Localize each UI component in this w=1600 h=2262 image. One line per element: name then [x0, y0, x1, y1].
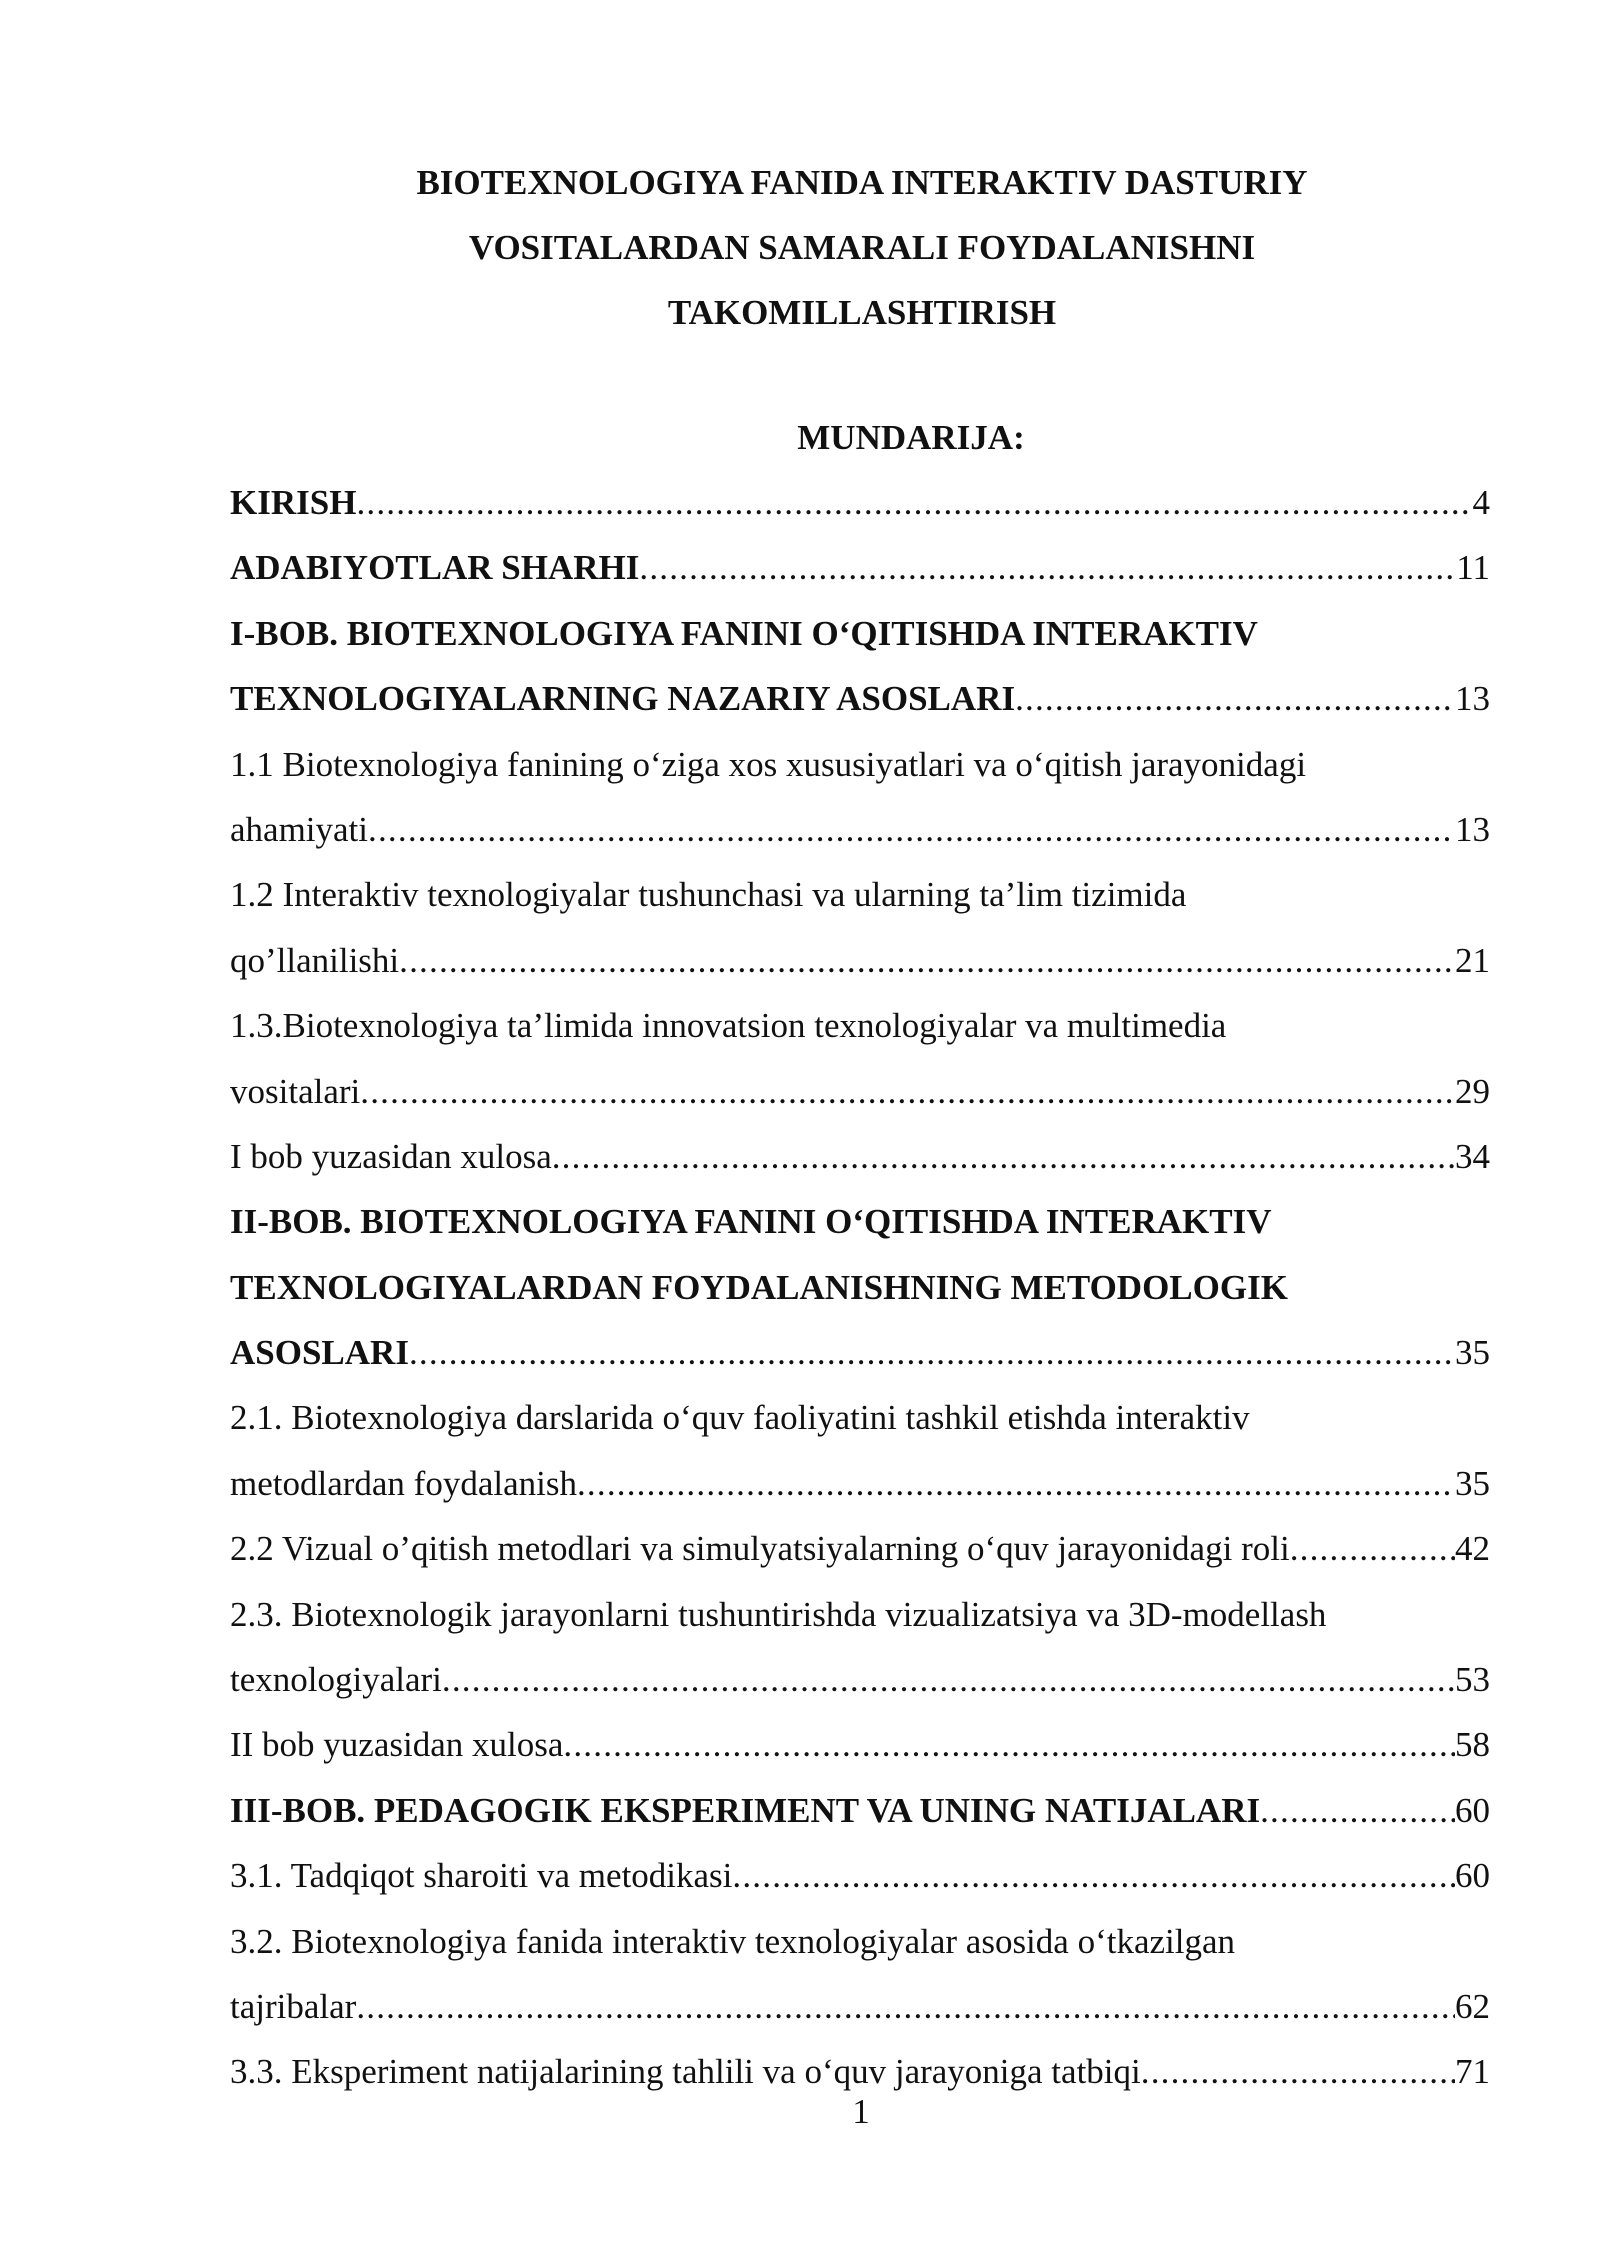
- toc-entry-title: 1.1 Biotexnologiya fanining o‘ziga xos xususiyatlari va o‘qitish jarayonidagi: [230, 744, 1307, 784]
- dot-leader: [409, 1320, 1455, 1385]
- toc-entry-page-number: 60: [1455, 1790, 1490, 1830]
- toc-entry-page-number: 13: [1455, 809, 1490, 849]
- dot-leader: [356, 1974, 1455, 2039]
- toc-entry[interactable]: [230, 1712, 1490, 1777]
- toc-entry-page-number: 53: [1455, 1660, 1490, 1700]
- toc-entry-page-number: 35: [1455, 1333, 1490, 1373]
- toc-entry-title: ahamiyati: [230, 809, 369, 849]
- toc-entry[interactable]: [230, 928, 1490, 993]
- dot-leader: [368, 797, 1455, 862]
- toc-entry-title: 1.3.Biotexnologiya ta’limida innovatsion texnologiyalar va multimedia: [230, 1006, 1227, 1046]
- toc-entry-page-number: 42: [1455, 1529, 1490, 1569]
- table-of-contents: [230, 470, 1490, 2105]
- dot-leader: [552, 1124, 1455, 1189]
- dot-leader: [1260, 1778, 1455, 1843]
- toc-entry-page-number: 35: [1455, 1463, 1490, 1503]
- toc-entry[interactable]: [230, 1843, 1490, 1908]
- toc-entry[interactable]: [230, 797, 1490, 862]
- toc-entry-title: III-BOB. PEDAGOGIK EKSPERIMENT VA UNING NATIJALARI: [230, 1790, 1261, 1830]
- toc-entry[interactable]: [230, 862, 1490, 927]
- toc-entry-title: 3.3. Eksperiment natijalarining tahlili va o‘quv jarayoniga tatbiqi: [230, 2052, 1141, 2092]
- toc-entry-title: I-BOB. BIOTEXNOLOGIYA FANINI O‘QITISHDA INTERAKTIV: [230, 613, 1258, 653]
- document-title: [0, 150, 1600, 345]
- toc-entry[interactable]: [230, 1124, 1490, 1189]
- toc-entry[interactable]: [230, 732, 1490, 797]
- toc-entry-title: vositalari: [230, 1071, 361, 1111]
- dot-leader: [577, 1451, 1455, 1516]
- toc-entry-page-number: 4: [1472, 483, 1490, 522]
- toc-entry-title: ASOSLARI: [230, 1333, 409, 1373]
- dot-leader: [1290, 1516, 1455, 1581]
- toc-heading: MUNDARIJA:: [797, 418, 1025, 457]
- toc-entry[interactable]: [230, 1255, 1490, 1320]
- toc-entry-title: texnologiyalari: [230, 1660, 442, 1700]
- toc-entry[interactable]: [230, 1778, 1490, 1843]
- dot-leader: [1015, 666, 1455, 731]
- toc-entry-title: ADABIYOTLAR SHARHI: [230, 548, 640, 588]
- toc-entry[interactable]: [230, 470, 1490, 535]
- toc-entry[interactable]: [230, 1647, 1490, 1712]
- toc-entry-title: 3.1. Tadqiqot sharoiti va metodikasi: [230, 1856, 733, 1896]
- dot-leader: [360, 1059, 1455, 1124]
- toc-entry-page-number: 58: [1455, 1725, 1490, 1765]
- toc-entry-page-number: 62: [1455, 1986, 1490, 2026]
- toc-entry-title: metodlardan foydalanish: [230, 1463, 577, 1503]
- toc-entry-title: tajribalar: [230, 1986, 357, 2026]
- toc-entry[interactable]: [230, 535, 1490, 600]
- toc-entry[interactable]: [230, 1909, 1490, 1974]
- dot-leader: [356, 470, 1472, 535]
- toc-entry-title: TEXNOLOGIYALARDAN FOYDALANISHNING METODOLOGIK: [230, 1267, 1288, 1307]
- toc-entry-title: 2.1. Biotexnologiya darslarida o‘quv faoliyatini tashkil etishda interaktiv: [230, 1398, 1250, 1438]
- toc-entry[interactable]: [230, 1582, 1490, 1647]
- toc-entry-page-number: 71: [1455, 2052, 1490, 2092]
- toc-entry-title: 2.2 Vizual o’qitish metodlari va simulyatsiyalarning o‘quv jarayonidagi roli: [230, 1529, 1290, 1569]
- dot-leader: [732, 1843, 1455, 1908]
- toc-entry-page-number: 21: [1455, 940, 1490, 980]
- toc-entry-page-number: 60: [1455, 1856, 1490, 1896]
- dot-leader: [563, 1712, 1455, 1777]
- page-number: 1: [852, 2092, 870, 2131]
- toc-entry-title: 2.3. Biotexnologik jarayonlarni tushuntirishda vizualizatsiya va 3D-modellash: [230, 1594, 1327, 1634]
- toc-entry[interactable]: [230, 1974, 1490, 2039]
- toc-entry-title: TEXNOLOGIYALARNING NAZARIY ASOSLARI: [230, 679, 1016, 719]
- toc-entry[interactable]: [230, 601, 1490, 666]
- toc-entry-page-number: 13: [1455, 679, 1490, 719]
- toc-entry[interactable]: [230, 666, 1490, 731]
- toc-entry-title: II-BOB. BIOTEXNOLOGIYA FANINI O‘QITISHDA INTERAKTIV: [230, 1202, 1272, 1242]
- toc-entry-page-number: 11: [1456, 548, 1490, 588]
- toc-entry-title: 3.2. Biotexnologiya fanida interaktiv texnologiyalar asosida o‘tkazilgan: [230, 1921, 1236, 1961]
- toc-entry[interactable]: [230, 993, 1490, 1058]
- toc-entry[interactable]: [230, 1320, 1490, 1385]
- dot-leader: [442, 1647, 1455, 1712]
- toc-entry-title: qo’llanilishi: [230, 940, 400, 980]
- title-line: VOSITALARDAN SAMARALI FOYDALANISHNI: [468, 228, 1256, 267]
- title-line: TAKOMILLASHTIRISH: [667, 293, 1057, 332]
- toc-entry[interactable]: [230, 1385, 1490, 1450]
- toc-entry[interactable]: [230, 1451, 1490, 1516]
- toc-entry-title: 1.2 Interaktiv texnologiyalar tushunchasi va ularning ta’lim tizimida: [230, 875, 1187, 915]
- toc-entry-title: I bob yuzasidan xulosa: [230, 1136, 552, 1176]
- dot-leader: [639, 535, 1456, 600]
- toc-entry[interactable]: [230, 1189, 1490, 1254]
- toc-entry-page-number: 29: [1455, 1071, 1490, 1111]
- toc-entry[interactable]: [230, 1059, 1490, 1124]
- toc-entry[interactable]: [230, 1516, 1490, 1581]
- toc-entry-title: KIRISH: [230, 483, 357, 522]
- title-line: BIOTEXNOLOGIYA FANIDA INTERAKTIV DASTURIY: [416, 163, 1308, 202]
- toc-entry-title: II bob yuzasidan xulosa: [230, 1725, 564, 1765]
- dot-leader: [399, 928, 1455, 993]
- toc-entry-page-number: 34: [1455, 1136, 1490, 1176]
